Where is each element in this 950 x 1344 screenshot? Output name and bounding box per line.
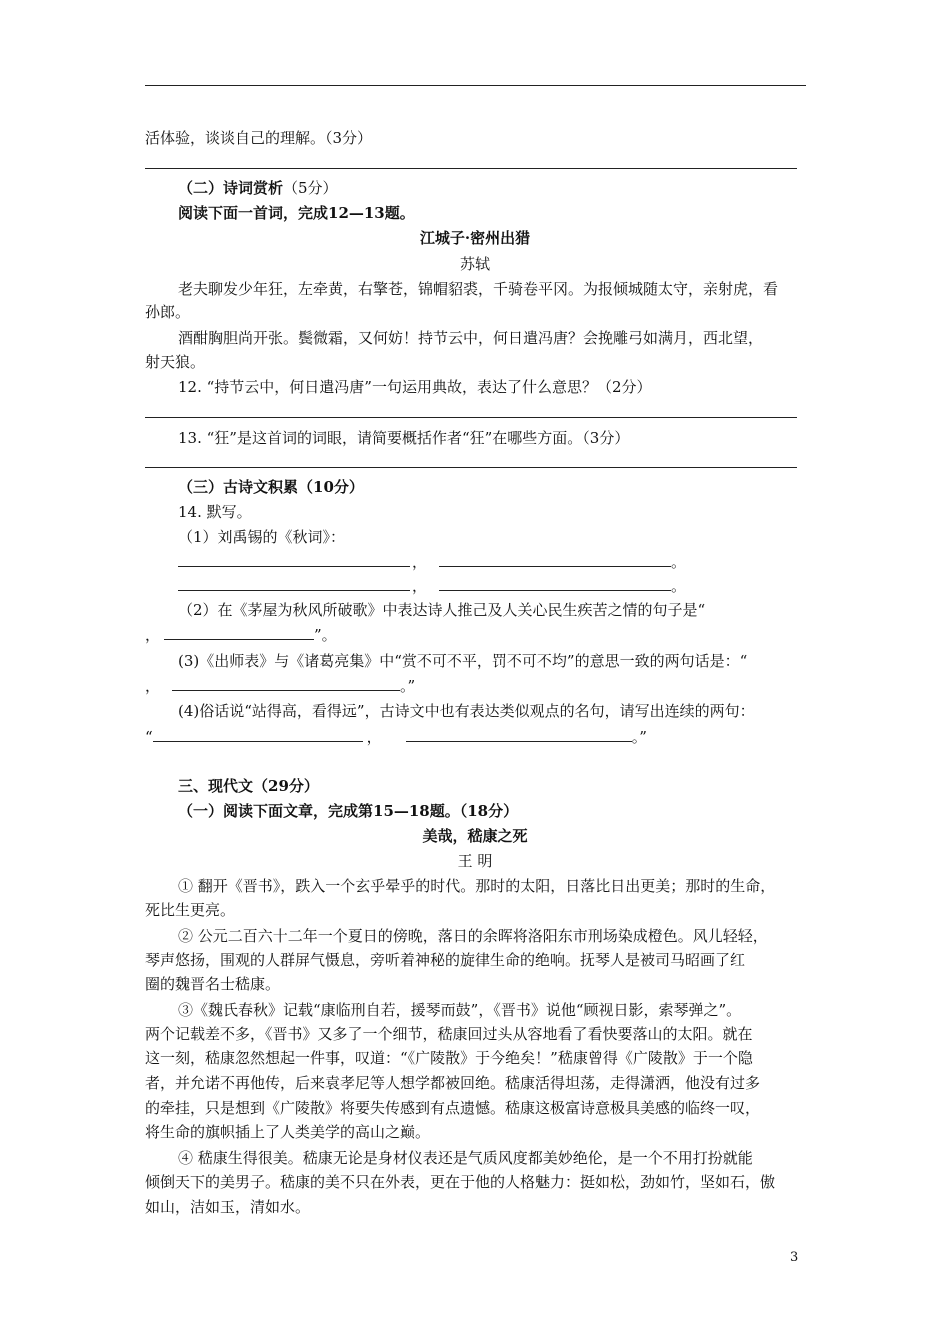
period: 。 xyxy=(671,577,687,595)
question-14-2: （2）在《茅屋为秋风所破歌》中表达诗人推己及人关心民生疾苦之情的句子是“ xyxy=(178,601,706,619)
section-heading-poetry xyxy=(178,178,338,198)
paragraph-1-line-2: 死比生更亮。 xyxy=(145,901,236,919)
paragraph-3-line-6: 将生命的旗帜插上了人类美学的高山之巅。 xyxy=(145,1123,431,1141)
blank-line[interactable] xyxy=(178,576,410,591)
fill-row-2 xyxy=(178,576,686,596)
blank-line[interactable] xyxy=(172,676,400,691)
page-number: 3 xyxy=(790,1250,799,1265)
section-heading-recitation: （三）古诗文积累（10分） xyxy=(178,478,364,496)
question-14-3: (3)《出师表》与《诸葛亮集》中“赏不可不平，罚不可不均”的意思一致的两句话是：“ xyxy=(178,652,748,670)
comma: ， xyxy=(145,677,161,695)
instruction: 阅读下面一首词，完成12—13题。 xyxy=(178,204,415,222)
answer-line xyxy=(145,168,797,169)
previous-question-end: 活体验，谈谈自己的理解。（3分） xyxy=(145,129,373,147)
paragraph-3-line-1: ③《魏氏春秋》记载“康临刑自若，援琴而鼓”，《晋书》说他“顾视日影，索琴弹之”。 xyxy=(178,1001,742,1019)
paragraph-3-line-2: 两个记载差不多，《晋书》又多了一个细节，嵇康回过头从容地看了看快要落山的太阳。就在 xyxy=(145,1025,753,1043)
question-14-3-blank xyxy=(145,676,415,696)
comma: ， xyxy=(412,577,428,595)
blank-line[interactable] xyxy=(164,625,314,640)
paragraph-2-line-3: 圈的魏晋名士嵇康。 xyxy=(145,975,281,993)
answer-line[interactable] xyxy=(145,417,797,418)
fill-row-1 xyxy=(178,552,686,572)
comma: ， xyxy=(366,728,382,746)
question-13: 13. “狂”是这首词的词眼，请简要概括作者“狂”在哪些方面。（3分） xyxy=(178,429,630,447)
question-14-2-blank xyxy=(145,625,337,645)
period: 。 xyxy=(671,553,687,571)
subsection-1: （一）阅读下面文章，完成第15—18题。（18分） xyxy=(178,802,519,820)
paragraph-4-line-1: ④ 嵇康生得很美。嵇康无论是身材仪表还是气质风度都美妙绝伦，是一个不用打扮就能 xyxy=(178,1149,753,1167)
top-rule xyxy=(145,85,806,86)
paragraph-3-line-4: 者，并允诺不再他传，后来袁孝尼等人想学都被回绝。嵇康活得坦荡，走得潇洒，他没有过多 xyxy=(145,1074,761,1092)
blank-line[interactable] xyxy=(178,552,410,567)
article-author: 王 明 xyxy=(457,852,493,870)
question-14-1: （1）刘禹锡的《秋词》： xyxy=(178,528,346,546)
paragraph-3-line-5: 的牵挂，只是想到《广陵散》将要失传感到有点遗憾。嵇康这极富诗意极具美感的临终一叹， xyxy=(145,1099,761,1117)
poem-stanza-1-line-1: 老夫聊发少年狂，左牵黄，右擎苍，锦帽貂裘，千骑卷平冈。为报倾城随太守，亲射虎，看 xyxy=(178,280,779,298)
section-score: （5分） xyxy=(283,179,338,197)
paragraph-1-line-1: ① 翻开《晋书》，跌入一个玄乎晕乎的时代。那时的太阳，日落比日出更美；那时的生命， xyxy=(178,877,776,895)
question-12: 12. “持节云中，何日遣冯唐”一句运用典故，表达了什么意思？（2分） xyxy=(178,378,652,396)
comma: ， xyxy=(145,626,161,644)
open-quote: “ xyxy=(145,728,153,746)
paragraph-2-line-2: 琴声悠扬，围观的人群屏气慑息，旁听着神秘的旋律生命的绝响。抚琴人是被司马昭画了红 xyxy=(145,951,746,969)
question-14: 14. 默写。 xyxy=(178,503,252,521)
poem-stanza-2-line-2: 射天狼。 xyxy=(145,353,206,371)
blank-line[interactable] xyxy=(439,552,671,567)
comma: ， xyxy=(412,553,428,571)
close-quote: 。” xyxy=(631,728,647,746)
blank-line[interactable] xyxy=(439,576,671,591)
poem-stanza-1-line-2: 孙郎。 xyxy=(145,303,191,321)
section-heading-text: （二）诗词赏析 xyxy=(178,179,284,197)
article-title: 美哉，嵇康之死 xyxy=(422,827,528,845)
close-quote: ”。 xyxy=(314,626,337,644)
poem-author: 苏轼 xyxy=(459,255,490,273)
paragraph-3-line-3: 这一刻，嵇康忽然想起一件事，叹道：“《广陵散》于今绝矣！”嵇康曾得《广陵散》于一个隐 xyxy=(145,1049,753,1067)
question-14-4: (4)俗话说“站得高，看得远”，古诗文中也有表达类似观点的名句，请写出连续的两句： xyxy=(178,702,755,720)
answer-line[interactable] xyxy=(145,467,797,468)
poem-title: 江城子·密州出猎 xyxy=(419,229,531,247)
blank-line[interactable] xyxy=(406,727,632,742)
poem-stanza-2-line-1: 酒酣胸胆尚开张。鬓微霜，又何妨！持节云中，何日遣冯唐？会挽雕弓如满月，西北望， xyxy=(178,329,764,347)
close-quote: 。” xyxy=(400,677,416,695)
paragraph-4-line-2: 倾倒天下的美男子。嵇康的美不只在外表，更在于他的人格魅力：挺如松，劲如竹，坚如石，傲 xyxy=(145,1173,776,1191)
blank-line[interactable] xyxy=(153,727,363,742)
question-14-4-blank xyxy=(145,727,647,747)
paragraph-4-line-3: 如山，洁如玉，清如水。 xyxy=(145,1198,311,1216)
part-heading-modern: 三、现代文（29分） xyxy=(178,777,319,795)
paragraph-2-line-1: ② 公元二百六十二年一个夏日的傍晚，落日的余晖将洛阳东市刑场染成橙色。风儿轻轻， xyxy=(178,927,768,945)
